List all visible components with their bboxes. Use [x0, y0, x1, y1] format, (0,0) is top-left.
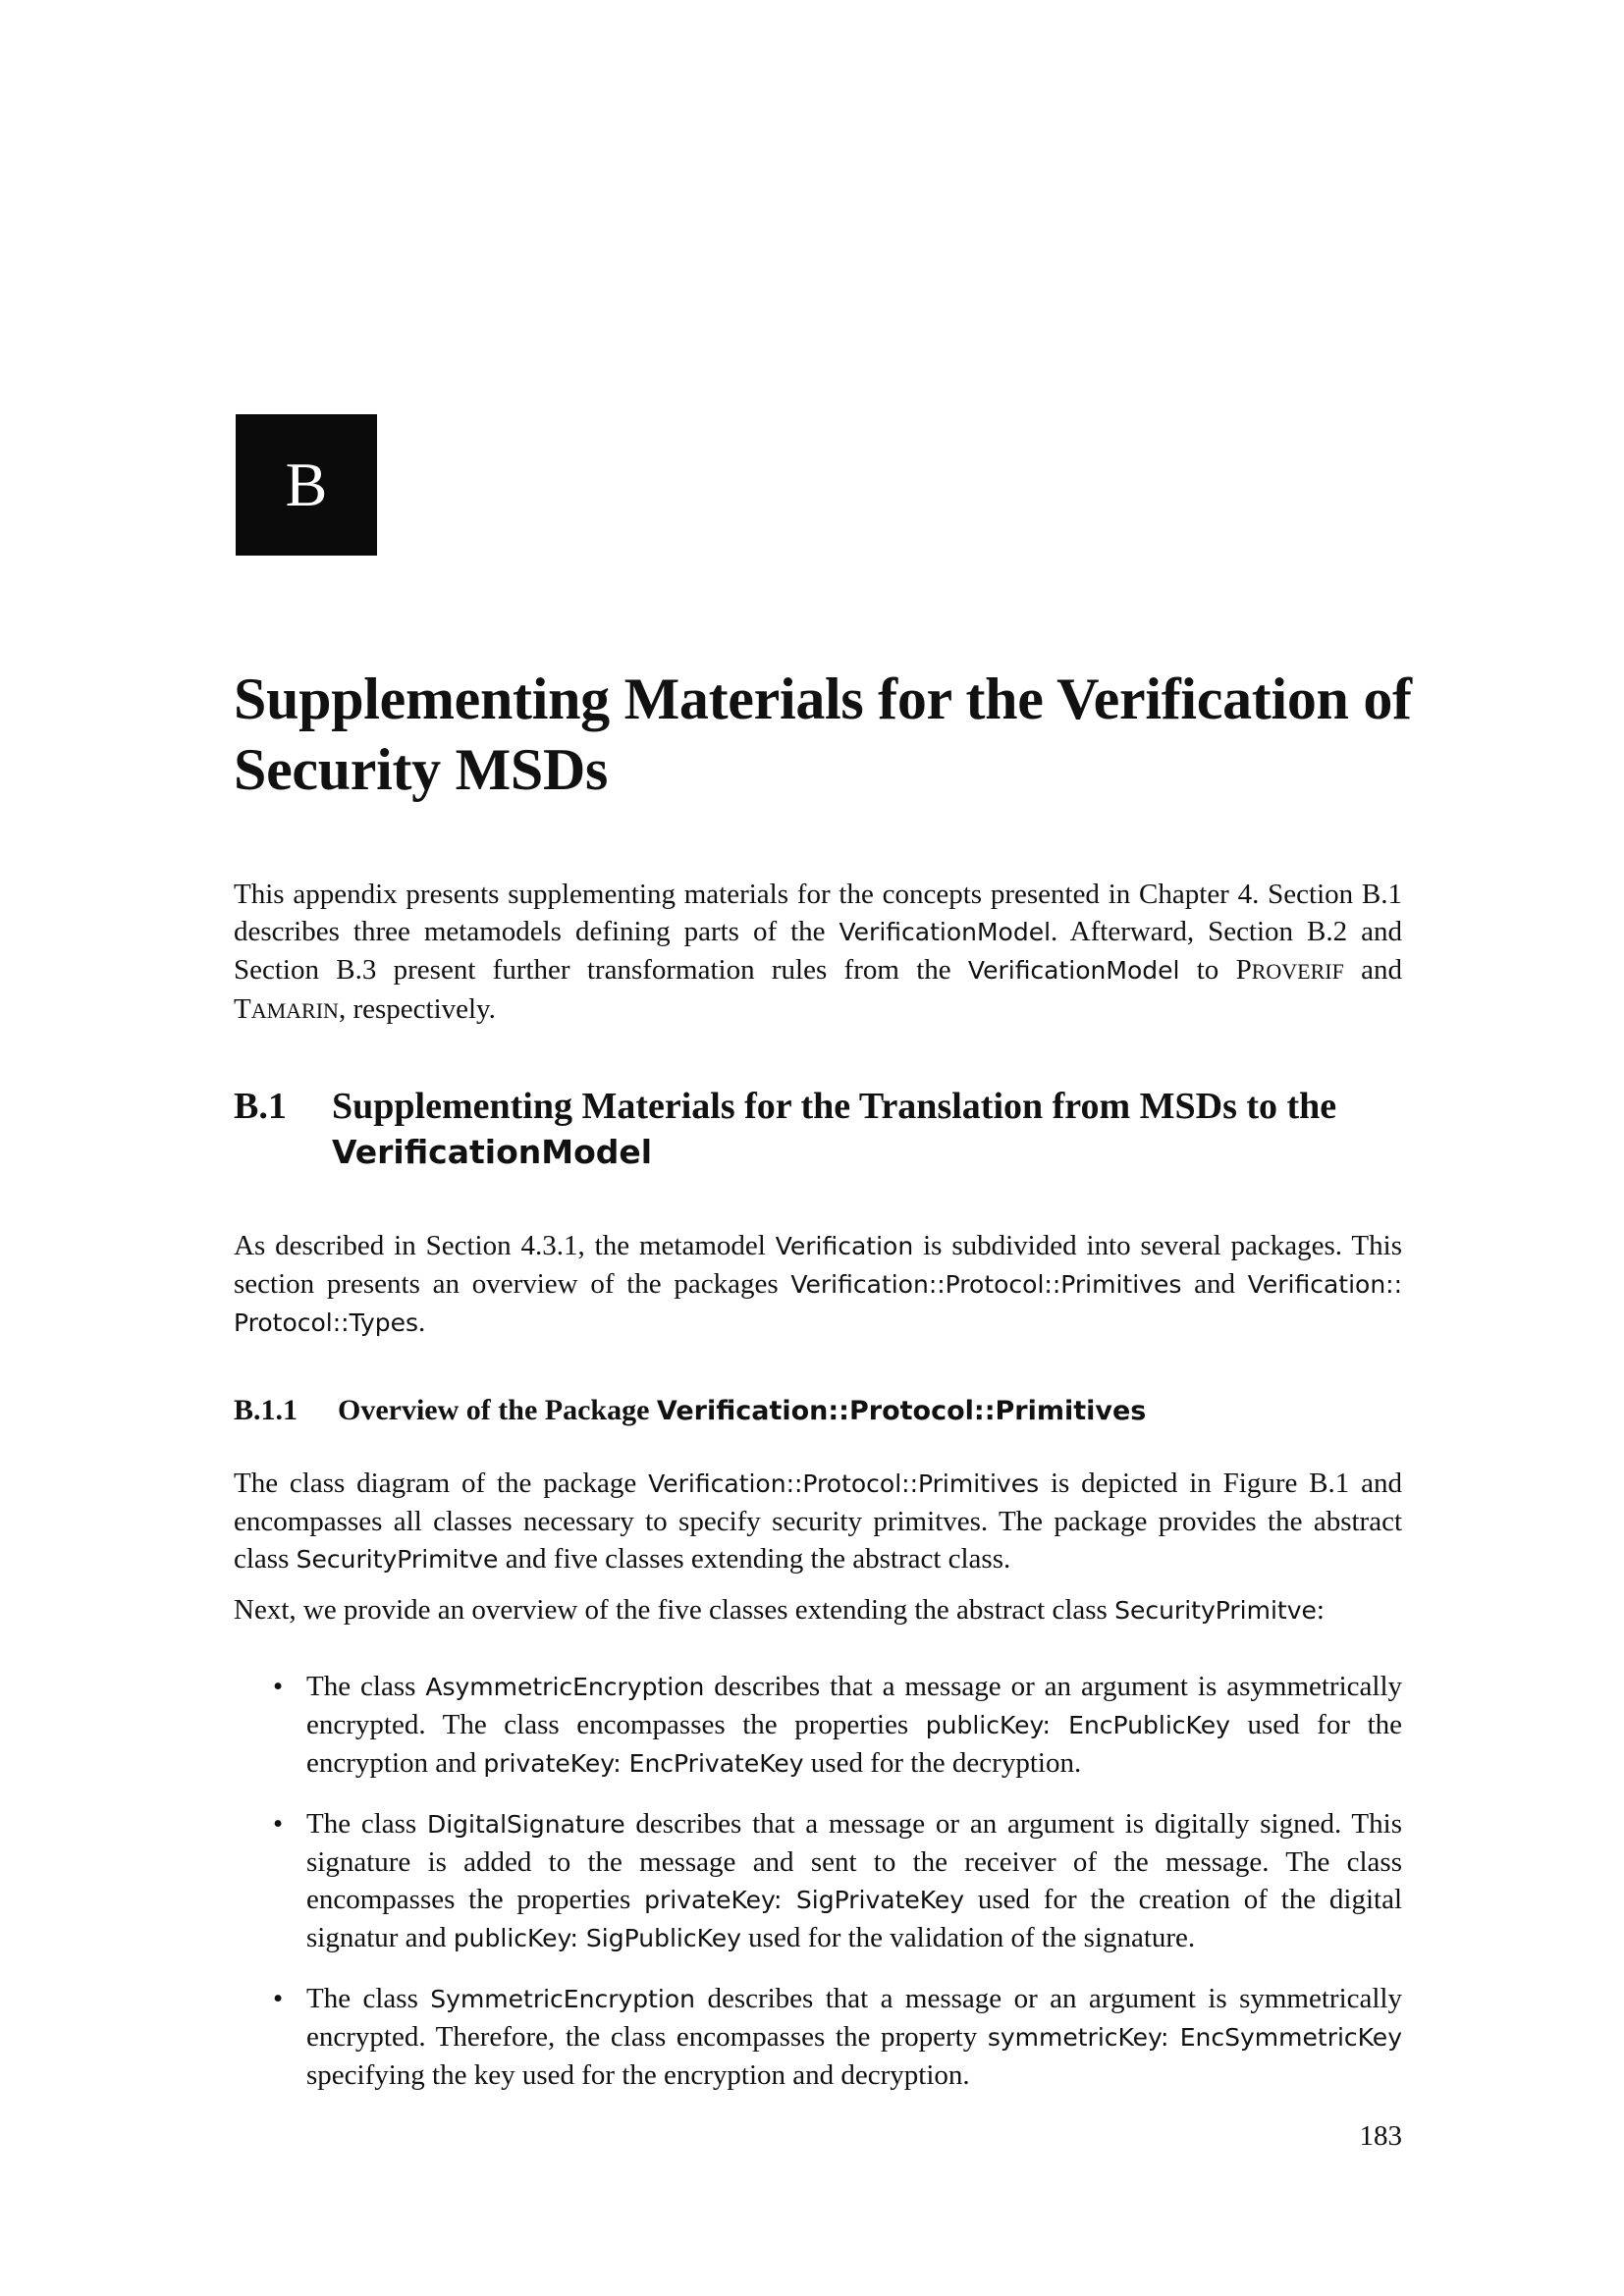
section-b1-paragraph: As described in Section 4.3.1, the metamodel Verification is subdivided into several packages. This section presents an overview of the packages Verification::Protocol::Primitives and Verification:: Protocol::Types.	[234, 1230, 1403, 1338]
subsection-b11-paragraph-1: The class diagram of the package Verification::Protocol::Primitives is depicted in Figure B.1 and encompasses all classes necessary to specify security primitves. The package provides the abstract class SecurityPrimitve and five classes extending the abstract class.	[234, 1468, 1402, 1575]
chapter-letter-box	[236, 414, 377, 556]
chapter-letter: B	[285, 450, 328, 519]
intro-paragraph: This appendix presents supplementing materials for the concepts presented in Chapter 4. Section B.1 describes three metamodels defining parts of the VerificationModel. Afterward, Section B.2 and Section B.3 present further transformation rules from the VerificationModel to PROVERIF and TAMARIN, respectively.	[234, 879, 1403, 1025]
list-item: • The class SymmetricEncryption describes that a message or an argument is symmetrically encrypted. Therefore, the class encompasses the property symmetricKey: EncSymmetricKey specifying the key used for the encryption and decryption.	[234, 1980, 1402, 2095]
bullet-marker: •	[273, 1671, 284, 1702]
list-item: • The class DigitalSignature describes that a message or an argument is digitally signed. This signature is added to the message and sent to the receiver of the message. The class encompasses the properties privateKey: SigPrivateKey used for the creation of the digital signatur and publicKey: SigPublicKey used for the validation of the signature.	[234, 1805, 1402, 1957]
section-title-text: Supplementing Materials for the Translation from MSDs to the VerificationModel	[332, 1086, 1337, 1171]
subsection-title-text: Overview of the Package Verification::Protocol::Primitives	[338, 1394, 1147, 1426]
section-number: B.1	[234, 1086, 287, 1127]
subsection-number: B.1.1	[234, 1394, 298, 1426]
list-item: • The class AsymmetricEncryption describes that a message or an argument is asymmetrically encrypted. The class encompasses the properties publicKey: EncPublicKey used for the encryption and privateKey: EncPrivateKey used for the decryption.	[234, 1668, 1402, 1783]
page-number: 183	[1359, 2120, 1402, 2152]
primitive-class-list	[234, 1668, 1402, 2117]
bullet-marker: •	[273, 1808, 284, 1840]
bullet-marker: •	[273, 1983, 284, 2014]
subsection-b11-paragraph-2: Next, we provide an overview of the five classes extending the abstract class SecurityPrimitve:	[234, 1594, 1325, 1626]
chapter-title: Supplementing Materials for the Verification of Security MSDs	[234, 667, 1412, 802]
